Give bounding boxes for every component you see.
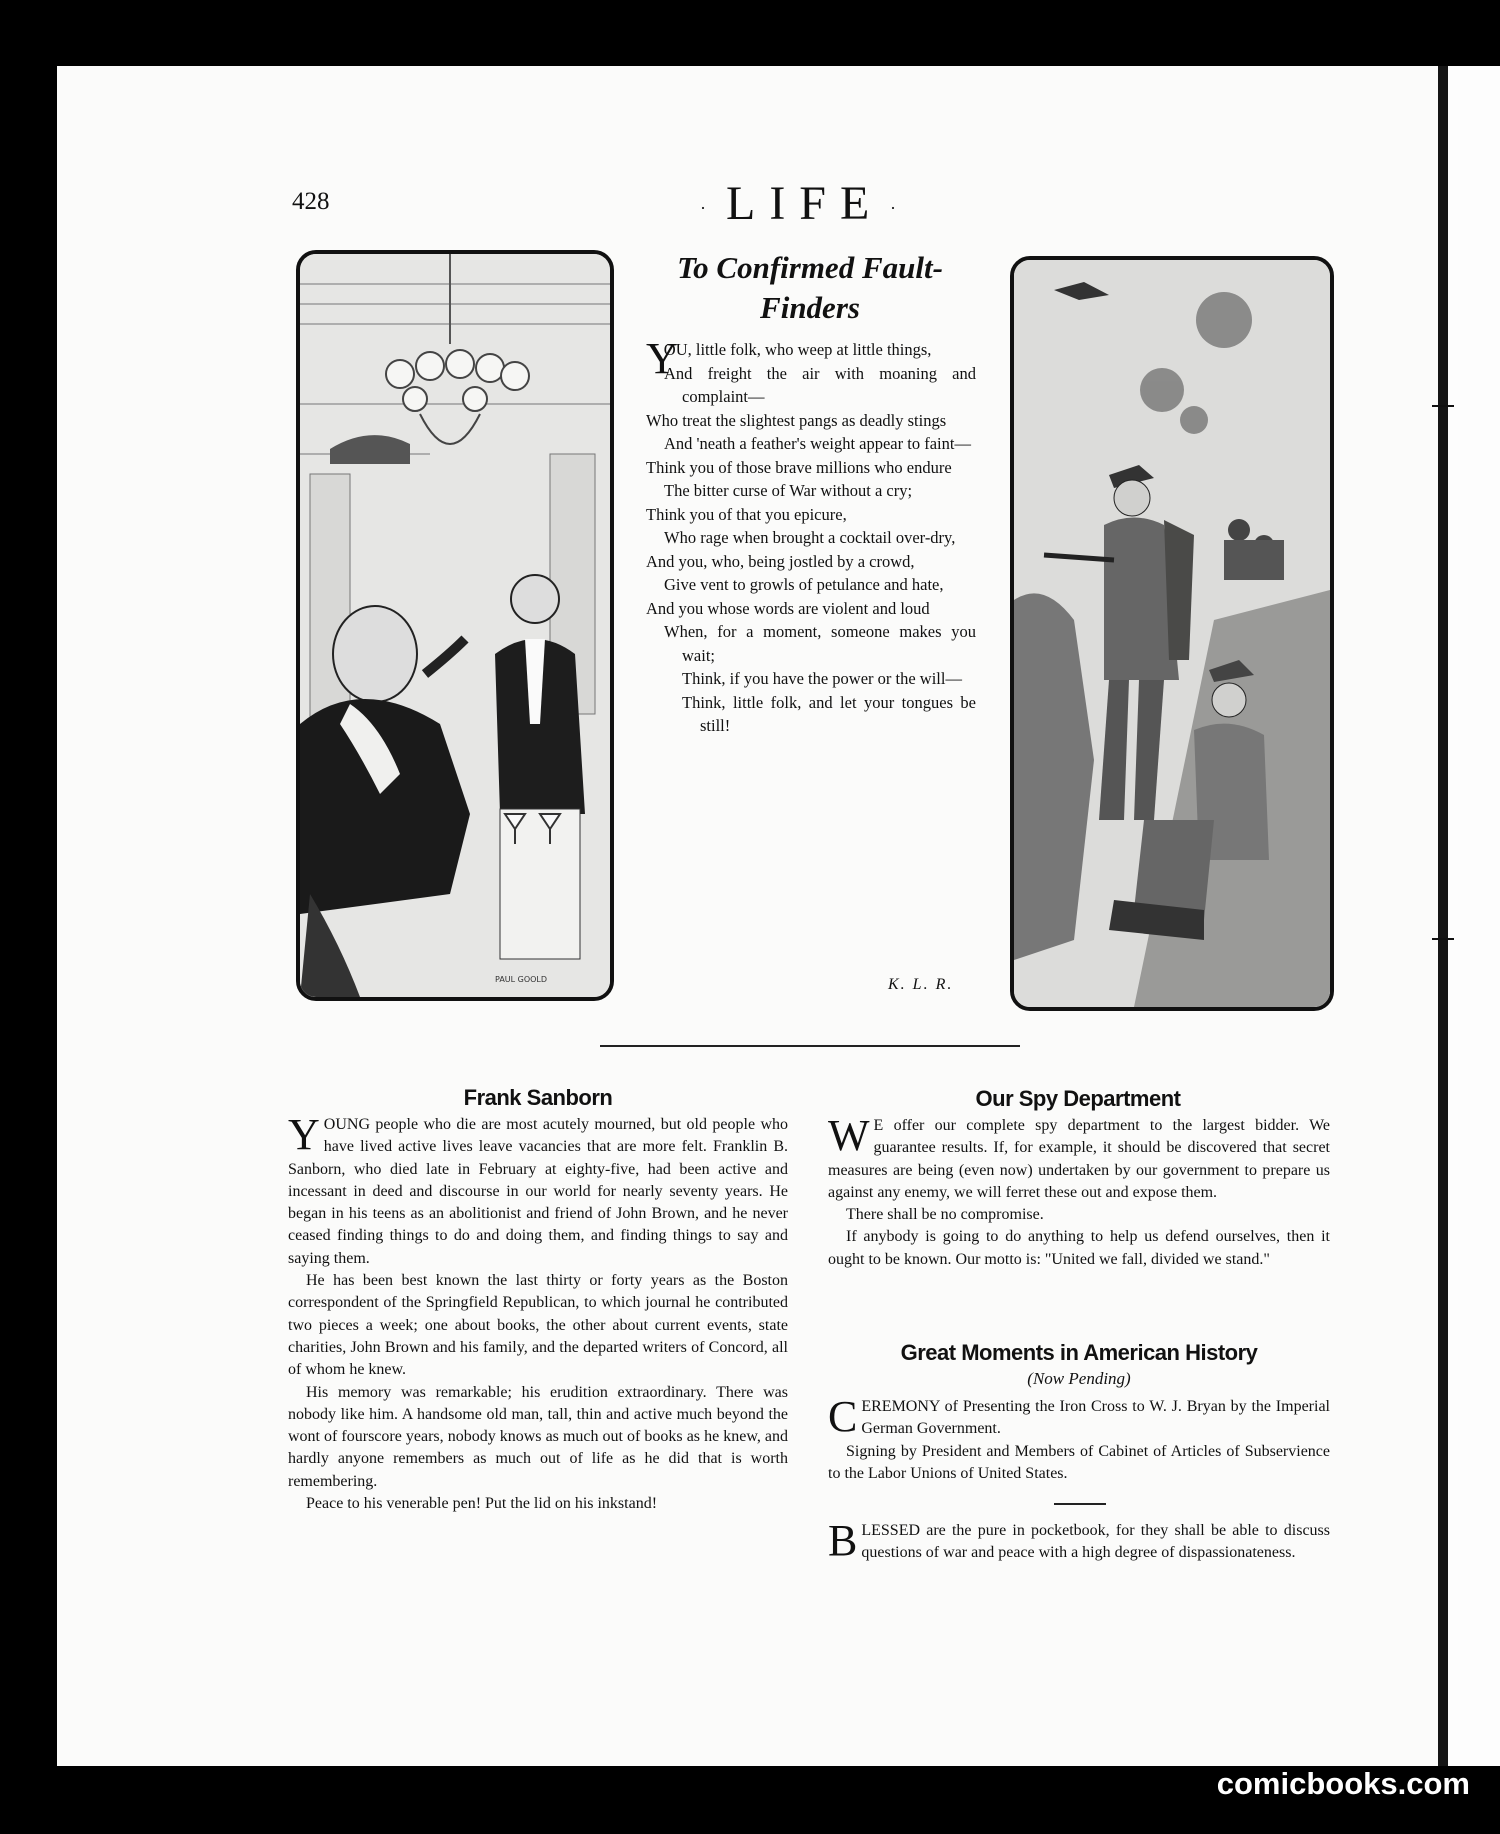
poem-line: When, for a moment, someone makes you wait; xyxy=(664,622,976,665)
article-paragraph: CEREMONY of Presenting the Iron Cross to W. J. Bryan by the Imperial German Government. xyxy=(828,1392,1330,1441)
article-paragraph: If anybody is going to do anything to help us defend ourselves, then it ought to be known. Our motto is: "United we fall, divided we stand." xyxy=(828,1228,1330,1268)
poem-line: Who treat the slightest pangs as deadly stings xyxy=(646,410,947,430)
section-divider xyxy=(600,1045,1020,1047)
blessed-article xyxy=(828,1516,1330,1565)
article-paragraph: YOUNG people who die are most acutely mourned, but old people who have lived active lives leave vacancies that are more felt. Franklin B. Sanborn, who died late in February at eighty-five, had been active and incessant in deed and discourse in our world for nearly seventy years. He began in his teens as an abolitionist and friend of John Brown, and he never ceased finding things to do and doing them, and finding things to say and saying them. xyxy=(288,1110,788,1267)
poem-signature: K. L. R. xyxy=(888,976,954,993)
poem-line: And you, who, being jostled by a crowd, xyxy=(646,551,915,571)
article-paragraph: There shall be no compromise. xyxy=(846,1206,1044,1224)
frank-sanborn-article xyxy=(288,1110,788,1515)
spy-department-heading: Our Spy Department xyxy=(975,1086,1181,1111)
poem-line: Think you of that you epicure, xyxy=(646,504,847,524)
magazine-title: LIFE xyxy=(726,177,884,230)
illustration-restaurant xyxy=(296,250,614,1001)
margin-tick xyxy=(1432,405,1454,407)
artist-signature: PAUL GOOLD xyxy=(495,975,548,984)
poem-line: Think, if you have the power or the will— xyxy=(682,669,962,688)
drop-cap: W xyxy=(828,1111,870,1160)
page-spine xyxy=(1438,66,1448,1766)
great-moments-heading: Great Moments in American History xyxy=(900,1340,1258,1365)
article-paragraph: Signing by President and Members of Cabinet of Articles of Subservience to the Labor Unions of United States. xyxy=(828,1442,1330,1482)
drop-cap: C xyxy=(828,1392,858,1441)
poem-line: And you whose words are violent and loud xyxy=(646,598,930,618)
poem-line: Think, little folk, and let your tongues be still! xyxy=(682,692,976,735)
poem-line: Give vent to growls of petulance and hate, xyxy=(664,575,944,594)
soldiers-drawing xyxy=(1014,260,1330,1007)
poem-line: Y OU, little folk, who weep at little things, xyxy=(646,334,932,383)
margin-tick xyxy=(1432,938,1454,940)
drop-cap: Y xyxy=(288,1110,320,1159)
poem-line: The bitter curse of War without a cry; xyxy=(664,481,913,500)
poem-body xyxy=(646,334,976,738)
article-paragraph: BLESSED are the pure in pocketbook, for they shall be able to discuss questions of war and peace with a high degree of dispassionateness. xyxy=(828,1516,1330,1565)
site-watermark: comicbooks.com xyxy=(1216,1766,1470,1801)
poem-title: To Confirmed Fault-Finders xyxy=(677,250,943,325)
poem-line: Who rage when brought a cocktail over-dry, xyxy=(664,528,956,547)
great-moments-subheading: (Now Pending) xyxy=(1027,1369,1131,1388)
header-dot-right: · xyxy=(890,198,896,218)
article-paragraph: Peace to his venerable pen! Put the lid on his inkstand! xyxy=(306,1495,658,1513)
poem-line: And freight the air with moaning and complaint— xyxy=(664,363,976,406)
next-page-edge xyxy=(1448,66,1500,1766)
spy-department-article xyxy=(828,1111,1330,1271)
illustration-soldiers xyxy=(1010,256,1334,1011)
article-paragraph: W E offer our complete spy department to the largest bidder. We guarantee results. If, for example, it should be discovered that secret measures are being (even now) undertaken by our government to prepare us against any enemy, we will ferret these out and expose them. xyxy=(828,1111,1330,1201)
article-paragraph: He has been best known the last thirty or forty years as the Boston correspondent of the Springfield Republican, to which journal he contributed two pieces a week; one about books, the other about current events, state charities, John Brown and his family, and the departed writers of Concord, all of whom he knew. xyxy=(288,1272,788,1379)
great-moments-article xyxy=(828,1392,1330,1485)
poem-line: And 'neath a feather's weight appear to faint— xyxy=(664,434,971,453)
poem-line: Think you of those brave millions who endure xyxy=(646,457,952,477)
poem-drop-cap: Y xyxy=(646,334,678,383)
page-number: 428 xyxy=(292,188,330,215)
header-dot-left: · xyxy=(700,198,706,218)
short-divider xyxy=(1054,1503,1106,1505)
drop-cap: B xyxy=(828,1516,858,1565)
article-paragraph: His memory was remarkable; his erudition extraordinary. There was nobody like him. A handsome old man, tall, thin and active much beyond the wont of fourscore years, nobody knows as much out of books as he knew, and hardly anyone remembers as much out of life as he did that is worth remembering. xyxy=(288,1383,788,1490)
restaurant-drawing xyxy=(300,254,610,997)
frank-sanborn-heading: Frank Sanborn xyxy=(463,1085,613,1110)
